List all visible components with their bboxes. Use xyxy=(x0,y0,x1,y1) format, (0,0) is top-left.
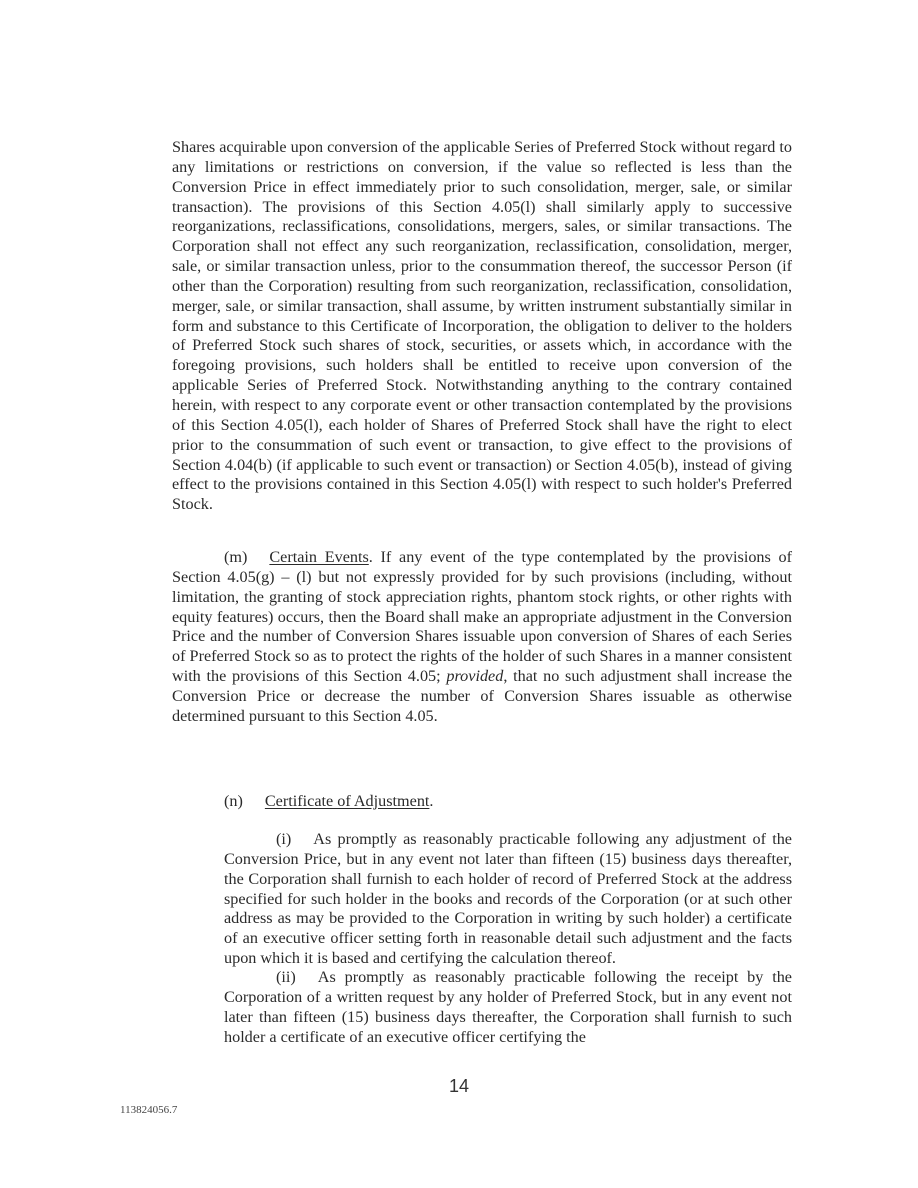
section-n-heading: Certificate of Adjustment xyxy=(264,792,430,810)
section-n-i-paragraph xyxy=(224,830,792,969)
section-n-i-label: (i) xyxy=(276,830,292,848)
paragraph-continuation xyxy=(172,138,792,515)
paragraph-continuation-text: Shares acquirable upon conversion of the applicable Series of Preferred Stock without regard to any limitations or restrictions on conversion, if the value so reflected is less than the Conversion Price in effect immediately prior to such consolidation, merger, sale, or similar transaction). The provisions of this Section 4.05(l) shall similarly apply to successive reorganizations, reclassifications, consolidations, mergers, sales, or similar transactions. The Corporation shall not effect any such reorganization, reclassification, consolidation, merger, sale, or similar transaction unless, prior to the consummation thereof, the successor Person (if other than the Corporation) resulting from such reorganization, reclassification, consolidation, merger, sale, or similar transaction, shall assume, by written instrument substantially similar in form and substance to this Certificate of Incorporation, the obligation to deliver to the holders of Preferred Stock such shares of stock, securities, or assets which, in accordance with the foregoing provisions, such holders shall be entitled to receive upon conversion of the applicable Series of Preferred Stock. Notwithstanding anything to the contrary contained herein, with respect to any corporate event or other transaction contemplated by the provisions of this Section 4.05(l), each holder of Shares of Preferred Stock shall have the right to elect prior to the consummation of such event or transaction, to give effect to the provisions of Section 4.04(b) (if applicable to such event or transaction) or Section 4.05(b), instead of giving effect to the provisions contained in this Section 4.05(l) with respect to such holder's Preferred Stock. xyxy=(172,138,792,514)
section-n-label: (n) xyxy=(224,792,243,810)
section-m-label: (m) xyxy=(224,548,248,566)
section-m-heading: Certain Events xyxy=(269,548,369,566)
section-n-ii-text: As promptly as reasonably practicable following the receipt by the Corporation of a written request by any holder of Preferred Stock, but in any event not later than fifteen (15) business days thereafter, the Corporation shall furnish to such holder a certificate of an executive officer certifying the xyxy=(224,968,792,1046)
section-n-i-text: As promptly as reasonably practicable following any adjustment of the Conversion Price, but in any event not later than fifteen (15) business days thereafter, the Corporation shall furnish to each holder of record of Preferred Stock at the address specified for such holder in the books and records of the Corporation (or at such other address as may be provided to the Corporation in writing by such holder) a certificate of an executive officer setting forth in reasonable detail such adjustment and the facts upon which it is based and certifying the calculation thereof. xyxy=(224,830,792,968)
section-n-ii-label: (ii) xyxy=(276,968,296,986)
section-n-heading-line xyxy=(224,792,624,812)
section-m-proviso: provided xyxy=(446,667,504,686)
page-number: 14 xyxy=(448,1076,470,1096)
section-m-paragraph xyxy=(172,548,792,727)
section-n-ii-paragraph xyxy=(224,968,792,1047)
section-n-heading-suffix: . xyxy=(429,792,434,810)
section-m-text-after: , that no such adjustment shall increase the Conversion Price or decrease the number of Conversion Shares issuable as otherwise determined pursuant to this Section 4.05. xyxy=(172,667,793,725)
section-m-text: . If any event of the type contemplated by the provisions of Section 4.05(g) – (l) but not expressly provided for by such provisions (including, without limitation, the granting of stock appreciation rights, phantom stock rights, or other rights with equity features) occurs, then the Board shall make an appropriate adjustment in the Conversion Price and the number of Conversion Shares issuable upon conversion of Shares of each Series of Preferred Stock so as to protect the rights of the holder of such Shares in a manner consistent with the provisions of this Section 4.05; xyxy=(172,548,792,686)
document-id: 113824056.7 xyxy=(120,1104,178,1116)
